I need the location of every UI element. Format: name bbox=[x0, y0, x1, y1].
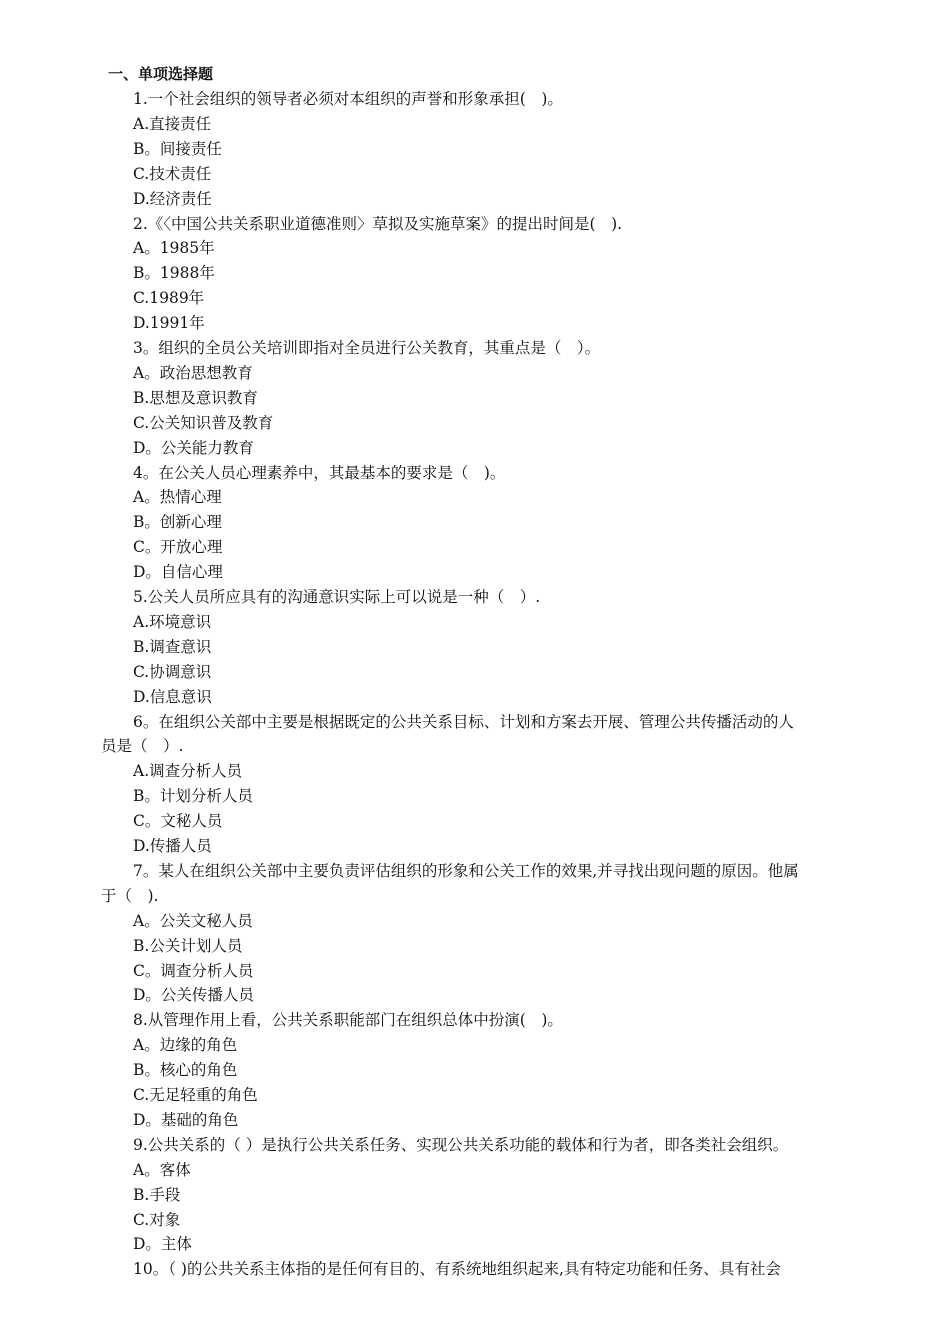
doc-line: C.对象 bbox=[133, 1210, 181, 1229]
doc-line: 2.《〈中国公共关系职业道德准则〉草拟及实施草案》的提出时间是( ). bbox=[133, 214, 623, 233]
doc-line: C.公关知识普及教育 bbox=[133, 413, 274, 432]
doc-line: A.调查分析人员 bbox=[133, 762, 243, 781]
doc-line: B.调查意识 bbox=[133, 637, 212, 656]
doc-line: 于（ ). bbox=[101, 886, 159, 905]
doc-line: 7。某人在组织公关部中主要负责评估组织的形象和公关工作的效果,并寻找出现问题的原因。他属 bbox=[133, 861, 799, 880]
doc-line: C.协调意识 bbox=[133, 662, 212, 681]
doc-line: 5.公关人员所应具有的沟通意识实际上可以说是一种（ ）. bbox=[133, 588, 541, 606]
doc-line: B.公关计划人员 bbox=[133, 936, 243, 955]
doc-line: C.无足轻重的角色 bbox=[133, 1086, 258, 1104]
doc-line: D。公关传播人员 bbox=[133, 986, 254, 1005]
doc-line: C。调查分析人员 bbox=[133, 961, 254, 980]
doc-line: D。主体 bbox=[133, 1235, 192, 1254]
doc-line: B.手段 bbox=[133, 1185, 181, 1204]
doc-line: B。间接责任 bbox=[133, 139, 222, 158]
doc-line: A.直接责任 bbox=[133, 114, 212, 133]
doc-line: C.1989年 bbox=[133, 289, 205, 308]
doc-line: A。客体 bbox=[133, 1160, 191, 1179]
doc-line: B。计划分析人员 bbox=[133, 787, 253, 806]
doc-line: A。1985年 bbox=[133, 239, 215, 258]
doc-line: D.经济责任 bbox=[133, 189, 212, 208]
doc-line: 3。组织的全员公关培训即指对全员进行公关教育，其重点是（ ）。 bbox=[133, 339, 601, 357]
doc-line: D。自信心理 bbox=[133, 563, 223, 582]
doc-line: A。热情心理 bbox=[133, 488, 222, 507]
doc-line: A.环境意识 bbox=[133, 612, 212, 631]
doc-line: 员是（ ）. bbox=[101, 737, 184, 756]
doc-line: B.思想及意识教育 bbox=[133, 388, 258, 407]
doc-line: 8.从管理作用上看，公共关系职能部门在组织总体中扮演( )。 bbox=[133, 1011, 563, 1030]
doc-line: C.技术责任 bbox=[133, 164, 212, 183]
section-title: 一、单项选择题 bbox=[108, 65, 214, 83]
doc-line: 4。在公关人员心理素养中，其最基本的要求是（ )。 bbox=[133, 463, 506, 482]
doc-line: A。公关文秘人员 bbox=[133, 911, 253, 930]
doc-line: D.信息意识 bbox=[133, 687, 212, 706]
doc-line: C。开放心理 bbox=[133, 538, 223, 557]
doc-line: C。文秘人员 bbox=[133, 812, 223, 831]
doc-line: B。核心的角色 bbox=[133, 1061, 238, 1080]
doc-line: D.1991年 bbox=[133, 314, 205, 333]
doc-line: B。创新心理 bbox=[133, 513, 222, 532]
doc-line: D。基础的角色 bbox=[133, 1110, 239, 1129]
doc-line: B。1988年 bbox=[133, 264, 215, 283]
doc-line: D。公关能力教育 bbox=[133, 438, 254, 457]
doc-line: D.传播人员 bbox=[133, 837, 212, 855]
doc-line: 1.一个社会组织的领导者必须对本组织的声誉和形象承担( )。 bbox=[133, 90, 563, 108]
doc-line: 6。在组织公关部中主要是根据既定的公共关系目标、计划和方案去开展、管理公共传播活动的人 bbox=[133, 712, 794, 731]
doc-line: 9.公共关系的（ ）是执行公共关系任务、实现公共关系功能的载体和行为者，即各类社会组织。 bbox=[133, 1135, 789, 1154]
doc-line: 10。（ )的公共关系主体指的是任何有目的、有系统地组织起来,具有特定功能和任务、具有社会 bbox=[133, 1260, 781, 1279]
doc-line: A。边缘的角色 bbox=[133, 1036, 238, 1055]
doc-line: A。政治思想教育 bbox=[133, 363, 253, 382]
